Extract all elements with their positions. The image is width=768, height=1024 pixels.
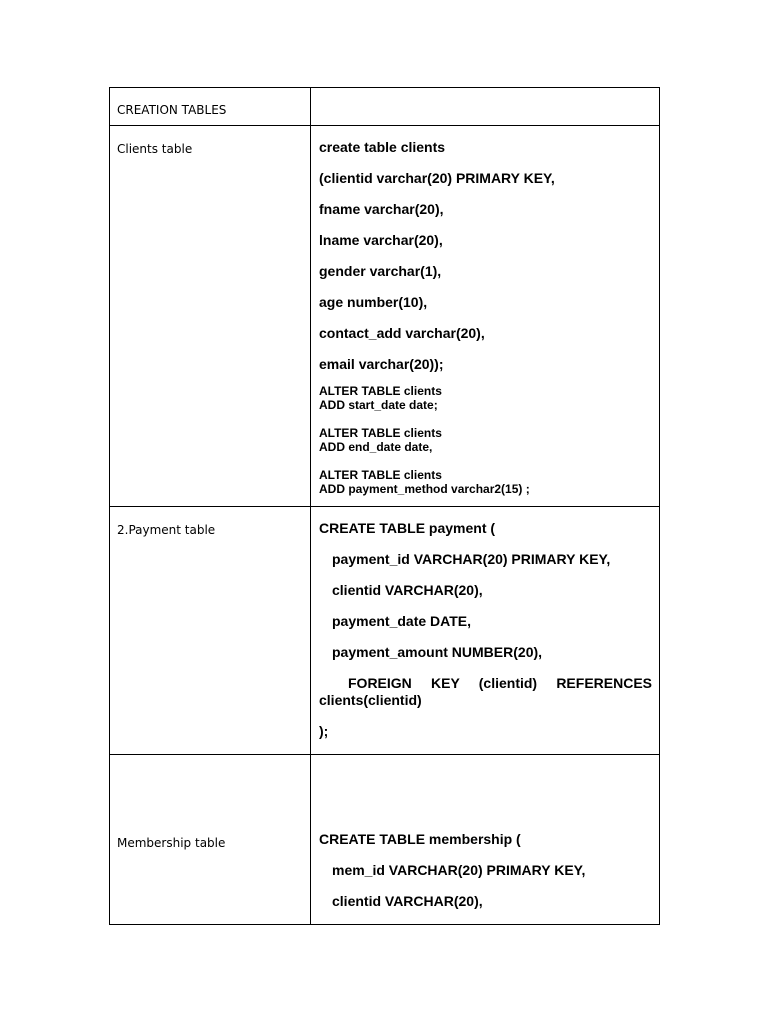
payment-create-statement — [311, 507, 659, 754]
row-code-cell — [311, 507, 660, 755]
code-line: mem_id VARCHAR(20) PRIMARY KEY, — [332, 862, 586, 878]
alter-block — [319, 384, 652, 398]
code-line: gender varchar(1), — [319, 263, 442, 279]
table-row — [110, 507, 660, 755]
row-code-cell — [311, 755, 660, 925]
code-line: fname varchar(20), — [319, 201, 444, 217]
row-label-cell — [110, 755, 311, 925]
alter-line: ADD payment_method varchar2(15) ; — [319, 482, 530, 496]
alter-line: ALTER TABLE clients — [319, 426, 442, 440]
header-empty-cell — [311, 88, 660, 126]
row-code-cell — [311, 126, 660, 507]
alter-line: ADD end_date date, — [319, 440, 433, 454]
table-row — [110, 126, 660, 507]
header-label-cell — [110, 88, 311, 126]
code-line: FOREIGN KEY (clientid) REFERENCES — [348, 675, 652, 691]
clients-create-statement — [311, 126, 659, 496]
code-line: payment_amount NUMBER(20), — [332, 644, 543, 660]
row-label-payment: 2.Payment table — [117, 523, 216, 537]
membership-create-statement — [311, 755, 659, 924]
table-row — [110, 755, 660, 925]
code-line: lname varchar(20), — [319, 232, 443, 248]
row-label-cell — [110, 507, 311, 755]
alter-line: ADD start_date date; — [319, 398, 438, 412]
creation-tables-table — [109, 87, 660, 925]
table-header-row — [110, 88, 660, 126]
table-title: CREATION TABLES — [117, 103, 227, 117]
code-line: (clientid varchar(20) PRIMARY KEY, — [319, 170, 555, 186]
code-line: contact_add varchar(20), — [319, 325, 485, 341]
code-line: clients(clientid) — [319, 692, 422, 708]
code-line: ); — [319, 723, 329, 739]
code-line: payment_date DATE, — [332, 613, 471, 629]
row-label-clients: Clients table — [117, 142, 193, 156]
code-line: CREATE TABLE payment ( — [319, 520, 496, 536]
code-line: age number(10), — [319, 294, 428, 310]
code-line: email varchar(20)); — [319, 356, 444, 372]
code-line: payment_id VARCHAR(20) PRIMARY KEY, — [332, 551, 611, 567]
code-line: clientid VARCHAR(20), — [332, 893, 483, 909]
alter-line: ALTER TABLE clients — [319, 468, 442, 482]
row-label-membership: Membership table — [117, 836, 226, 850]
code-line: clientid VARCHAR(20), — [332, 582, 483, 598]
alter-line: ALTER TABLE clients — [319, 384, 442, 398]
code-line: CREATE TABLE membership ( — [319, 831, 521, 847]
row-label-cell — [110, 126, 311, 507]
code-line: create table clients — [319, 139, 446, 155]
